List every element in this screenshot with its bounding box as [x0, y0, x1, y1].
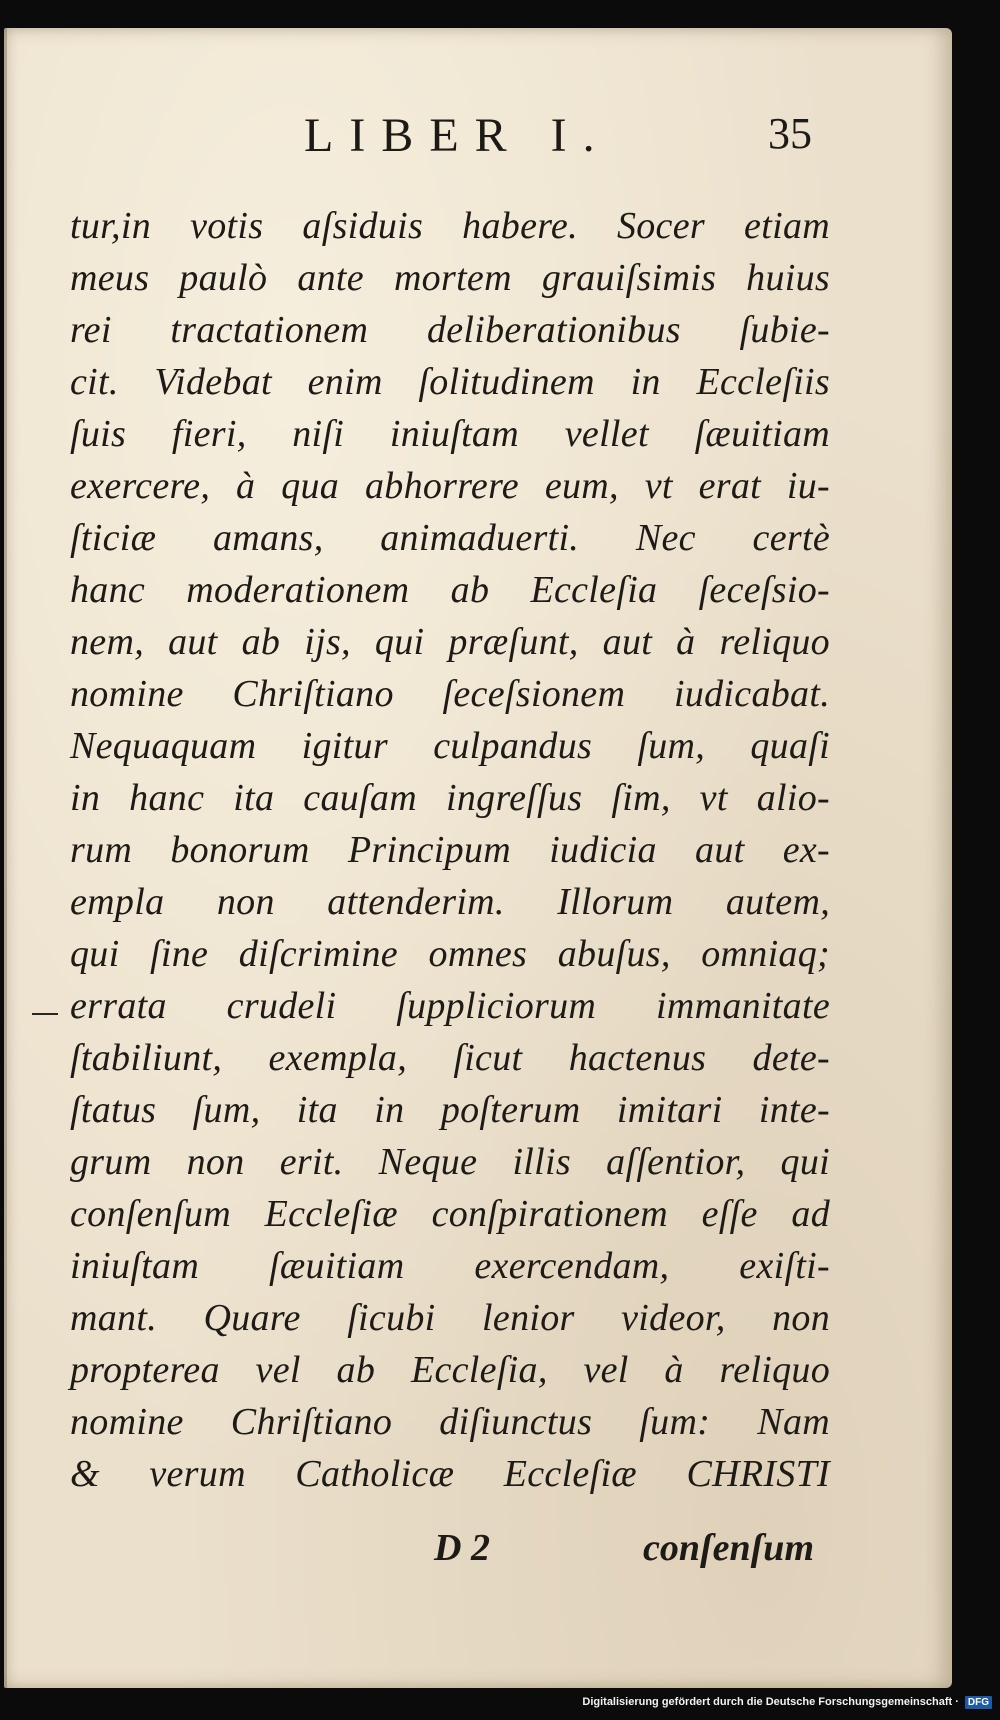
text-line: hanc moderationem ab Eccleſia ſeceſsio-: [70, 569, 830, 611]
digitization-credit: [582, 1692, 992, 1712]
credit-text: Digitalisierung gefördert durch die Deutsche Forschungsgemeinschaft ·: [582, 1696, 959, 1708]
text-line: ſtatus ſum, ita in poſterum imitari inte-: [70, 1089, 830, 1131]
text-line: in hanc ita cauſam ingreſſus ſim, vt alio-: [70, 777, 830, 819]
text-line: & verum Catholicæ Eccleſiæ CHRISTI: [70, 1453, 830, 1495]
catchword: conſenſum: [643, 1527, 814, 1569]
page-gutter: [4, 28, 7, 1688]
text-line: conſenſum Eccleſiæ conſpirationem eſſe ad: [70, 1193, 830, 1235]
text-line: Nequaquam igitur culpandus ſum, quaſi: [70, 725, 830, 767]
text-line: iniuſtam ſæuitiam exercendam, exiſti-: [70, 1245, 830, 1287]
text-line: mant. Quare ſicubi lenior videor, non: [70, 1297, 830, 1339]
signature-mark: D 2: [434, 1527, 490, 1569]
text-line: cit. Videbat enim ſolitudinem in Eccleſiis: [70, 361, 830, 403]
text-line: tur,in votis aſsiduis habere. Socer etiam: [70, 205, 830, 247]
margin-mark: [32, 1013, 58, 1015]
page-number: 35: [768, 109, 812, 158]
body-text: [70, 200, 830, 1500]
text-line: ſuis fieri, niſi iniuſtam vellet ſæuitiam: [70, 413, 830, 455]
text-line: propterea vel ab Eccleſia, vel à reliquo: [70, 1349, 830, 1391]
text-line: meus paulò ante mortem grauiſsimis huius: [70, 257, 830, 299]
text-line: nomine Chriſtiano diſiunctus ſum: Nam: [70, 1401, 830, 1443]
text-line: rei tractationem deliberationibus ſubie-: [70, 309, 830, 351]
running-head: [4, 108, 952, 168]
text-line: nem, aut ab ijs, qui præſunt, aut à reliquo: [70, 621, 830, 663]
text-line: rum bonorum Principum iudicia aut ex-: [70, 829, 830, 871]
text-line: nomine Chriſtiano ſeceſsionem iudicabat.: [70, 673, 830, 715]
running-head-title: LIBER I.: [304, 109, 611, 162]
text-line: ſticiæ amans, animaduerti. Nec certè: [70, 517, 830, 559]
text-line: exercere, à qua abhorrere eum, vt erat iu-: [70, 465, 830, 507]
text-line: qui ſine diſcrimine omnes abuſus, omniaq;: [70, 933, 830, 975]
text-line: empla non attenderim. Illorum autem,: [70, 881, 830, 923]
text-line: errata crudeli ſuppliciorum immanitate: [70, 985, 830, 1027]
dfg-logo-icon: DFG: [965, 1696, 992, 1709]
text-line: ſtabiliunt, exempla, ſicut hactenus dete-: [70, 1037, 830, 1079]
text-line: grum non erit. Neque illis aſſentior, qui: [70, 1141, 830, 1183]
book-page: [4, 28, 952, 1688]
catchline: [434, 1526, 814, 1578]
